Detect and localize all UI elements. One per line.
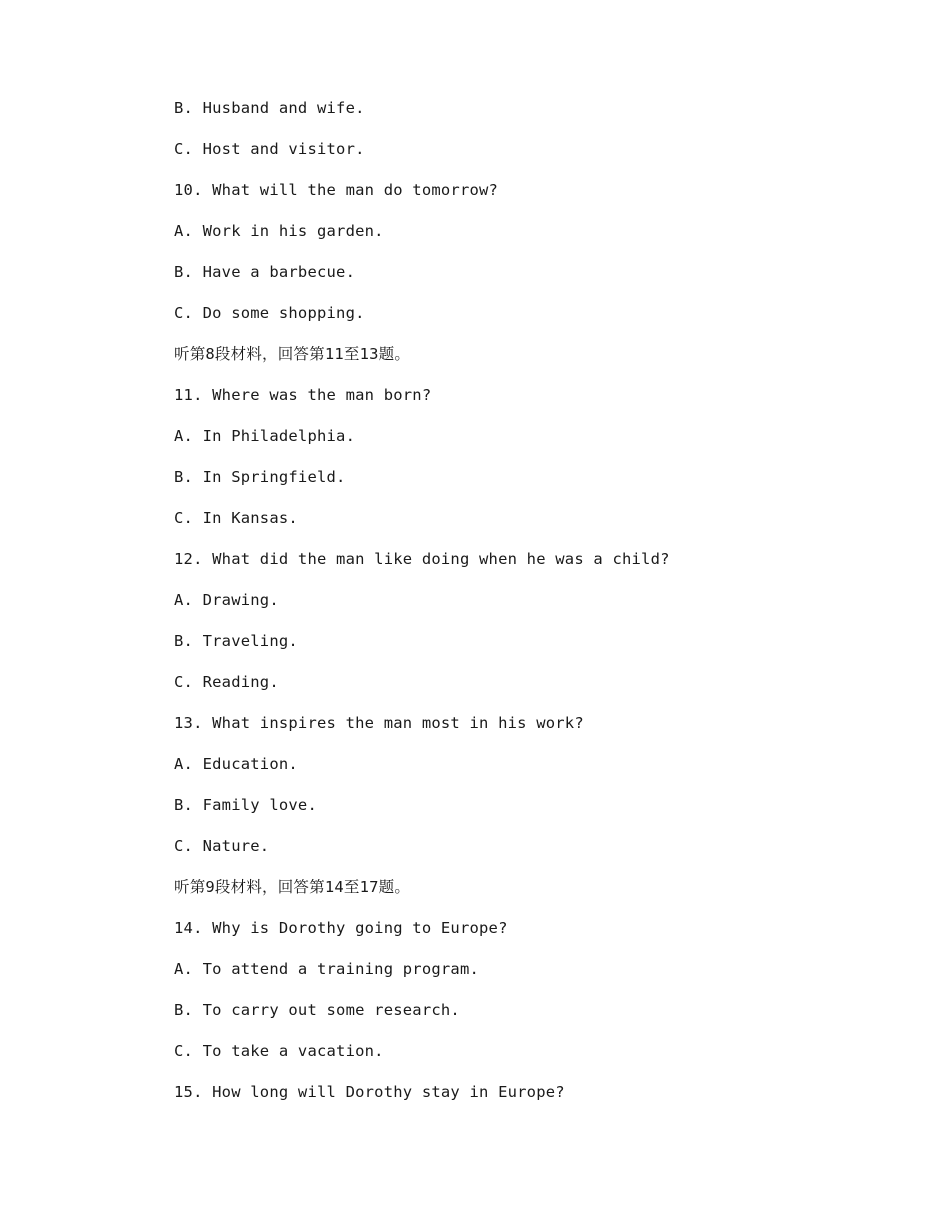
option-13b: B. Family love. <box>174 796 317 814</box>
option-12c: C. Reading. <box>174 673 279 691</box>
option-13a: A. Education. <box>174 755 298 773</box>
option-11a: A. In Philadelphia. <box>174 427 356 445</box>
option-13c: C. Nature. <box>174 837 270 855</box>
question-12: 12. What did the man like doing when he was a child? <box>174 550 670 568</box>
option-9c: C. Host and visitor. <box>174 140 365 158</box>
option-11b: B. In Springfield. <box>174 468 346 486</box>
option-12b: B. Traveling. <box>174 632 298 650</box>
question-14: 14. Why is Dorothy going to Europe? <box>174 919 508 937</box>
question-13: 13. What inspires the man most in his work? <box>174 714 584 732</box>
option-14a: A. To attend a training program. <box>174 960 480 978</box>
option-10a: A. Work in his garden. <box>174 222 384 240</box>
option-10b: B. Have a barbecue. <box>174 263 356 281</box>
section-instruction-8: 听第8段材料，回答第11至13题。 <box>174 345 411 363</box>
question-10: 10. What will the man do tomorrow? <box>174 181 499 199</box>
question-15: 15. How long will Dorothy stay in Europe? <box>174 1083 565 1101</box>
option-14b: B. To carry out some research. <box>174 1001 460 1019</box>
option-9b: B. Husband and wife. <box>174 99 365 117</box>
option-12a: A. Drawing. <box>174 591 279 609</box>
question-list <box>174 97 894 1122</box>
option-10c: C. Do some shopping. <box>174 304 365 322</box>
question-11: 11. Where was the man born? <box>174 386 432 404</box>
option-11c: C. In Kansas. <box>174 509 298 527</box>
section-instruction-9: 听第9段材料，回答第14至17题。 <box>174 878 411 896</box>
option-14c: C. To take a vacation. <box>174 1042 384 1060</box>
